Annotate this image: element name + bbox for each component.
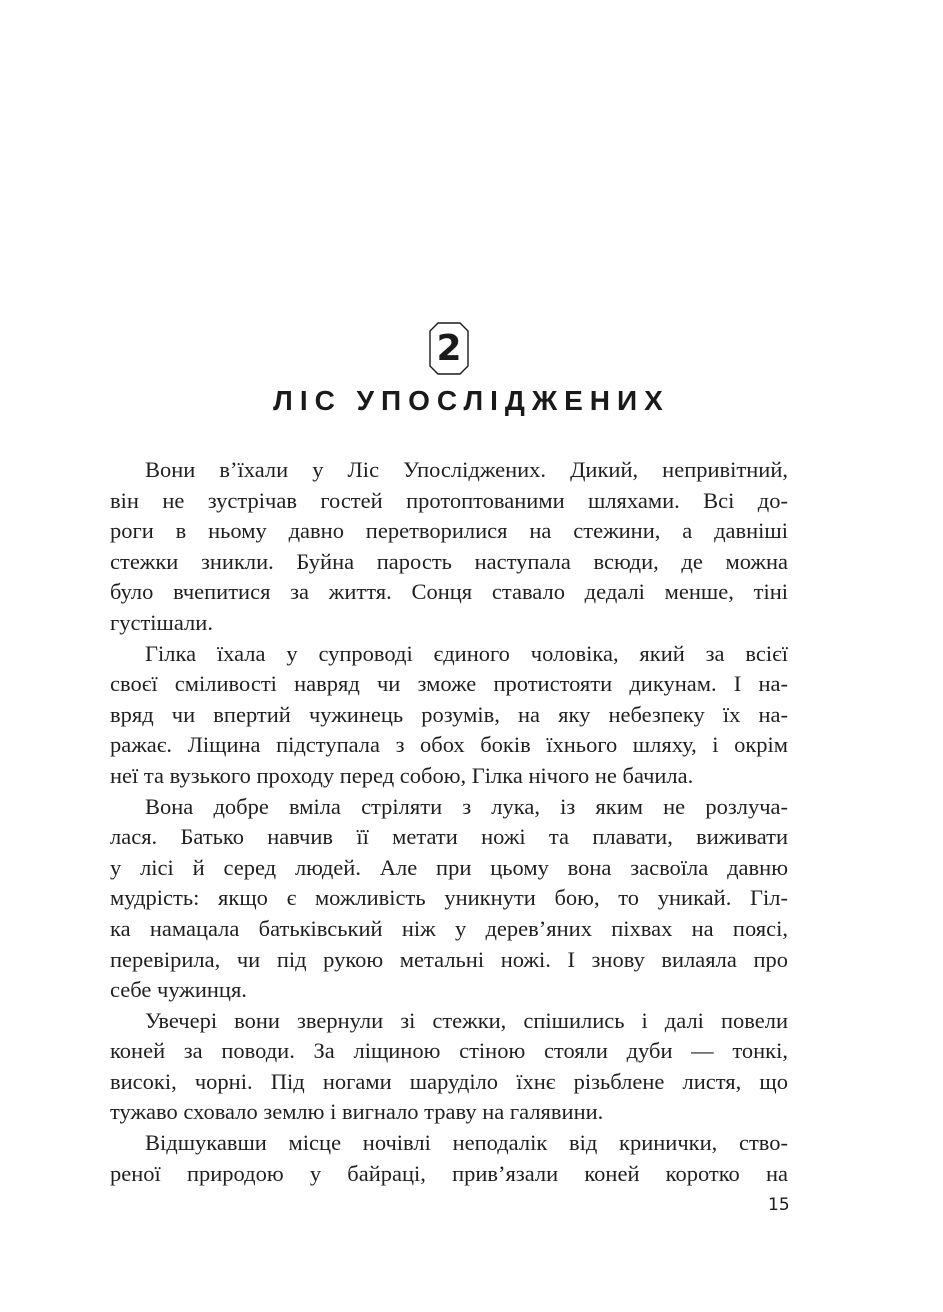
paragraph-3 [110,792,788,1006]
text-line: неї та вузького проходу перед собою, Гілка нічого не бачила. [110,762,694,788]
text-line: себе чужинця. [110,977,247,1003]
text-line: Вона добре вміла стріляти з лука, із яким не розлуча- [145,793,788,819]
text-line: було вчепитися за життя. Сонця ставало дедалі менше, тіні [110,579,788,605]
paragraph-5 [110,1128,788,1189]
text-line: Увечері вони звернули зі стежки, спішились і далі повели [145,1007,788,1033]
text-line: тужаво сховало землю і вигнало траву на галявини. [110,1099,604,1125]
body-text [110,455,788,1189]
text-line: коней за поводи. За ліщиною стіною стояли дуби — тонкі, [110,1038,788,1064]
text-line: роги в ньому давно перетворилися на стежини, а давніші [110,518,788,544]
chapter-number: 2 [436,328,462,369]
text-line: він не зустрічав гостей протоптованими шляхами. Всі до- [110,487,788,513]
chapter-title: ЛІС УПОСЛІДЖЕНИХ [273,385,670,416]
text-line: Гілка їхала у супроводі єдиного чоловіка, який за всієї [145,640,788,666]
text-line: своєї сміливості навряд чи зможе протистояти дикунам. І на- [110,671,788,697]
text-line: ражає. Ліщина підступала з обох боків їхнього шляху, і окрім [110,732,788,758]
text-line: мудрість: якщо є можливість уникнути бою, то уникай. Гіл- [110,885,788,911]
text-line: Вони в’їхали у Ліс Упосліджених. Дикий, непривітний, [145,457,788,482]
text-line: густішали. [110,609,213,635]
text-line: вряд чи впертий чужинець розумів, на яку небезпеку їх на- [110,701,788,727]
text-line: перевірила, чи під рукою метальні ножі. І знову вилаяла про [110,946,788,972]
paragraph-4 [110,1006,788,1128]
text-line: реної природою у байраці, прив’язали коней коротко на [110,1160,788,1186]
chapter-number-badge [429,322,469,375]
text-line: лася. Батько навчив її метати ножі та плавати, виживати [110,824,788,850]
text-line: високі, чорні. Під ногами шаруділо їхнє різьблене листя, що [110,1068,788,1094]
page-number: 15 [768,1195,790,1215]
text-line: ка намацала батьківський ніж у дерев’яних піхвах на поясі, [110,915,788,941]
paragraph-2 [110,639,788,792]
text-line: у лісі й серед людей. Але при цьому вона засвоїла давню [110,854,788,880]
text-line: стежки зникли. Буйна парость наступала всюди, де можна [110,548,788,574]
text-line: Відшукавши місце ночівлі неподалік від кринички, ство- [145,1130,788,1156]
paragraph-1 [110,455,788,639]
